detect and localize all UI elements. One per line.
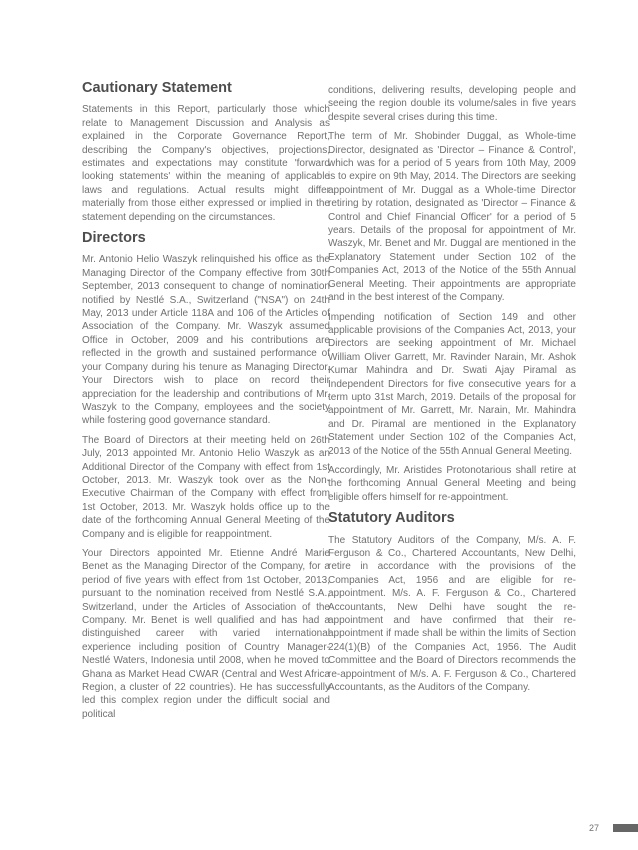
paragraph: Your Directors appointed Mr. Etienne André Marie Benet as the Managing Director of the Company, for a period of five years with effect from 1st October, 2013, pursuant to the nomination received from Nestlé S.A., Switzerland, under the Articles of Association of the Company. Mr. Benet is well qualified and has had a distinguished career with varied international experience including position of Country Manager-Nestlé Waters, Indonesia until 2008, when he moved to Ghana as Market Head CWAR (Central and West Africa Region, a cluster of 22 countries). He has successfully led this complex region under the difficult social and political xyxy=(82,547,330,720)
statutory-auditors-section xyxy=(328,510,576,694)
paragraph: Accordingly, Mr. Aristides Protonotarious shall retire at the forthcoming Annual General Meeting and being eligible offers himself for re-appointment. xyxy=(328,464,576,503)
left-column xyxy=(82,80,330,727)
paragraph: Impending notification of Section 149 and other applicable provisions of the Companies Act, 2013, your Directors are seeking appointment of Mr. Michael William Oliver Garrett, Mr. Ravinder Narain, Mr. Ashok Kumar Mahindra and Dr. Swati Ajay Piramal as Independent Directors for five consecutive years for a term upto 31st March, 2019. Details of the proposal for appointment of Mr. Garrett, Mr. Narain, Mr. Mahindra and Dr. Piramal are mentioned in the Explanatory Statement under Section 102 of the Companies Act, 2013 of the Notice of the 55th Annual General Meeting. xyxy=(328,311,576,457)
cautionary-statement-section xyxy=(82,80,330,224)
page-marker-bar xyxy=(613,824,638,832)
paragraph: The Statutory Auditors of the Company, M/s. A. F. Ferguson & Co., Chartered Accountants, New Delhi, retire in accordance with the provisions of the Companies Act, 1956 and are eligible for re-appointment. M/s. A. F. Ferguson & Co., Chartered Accountants, New Delhi have sought the re-appointment and have confirmed that their re-appointment if made shall be within the limits of Section 224(1)(B) of the Companies Act, 1956. The Audit Committee and the Board of Directors recommends the re-appointment of M/s. A. F. Ferguson & Co., Chartered Accountants, as the Auditors of the Company. xyxy=(328,534,576,694)
directors-section xyxy=(82,230,330,721)
page-number: 27 xyxy=(589,823,600,833)
right-column xyxy=(328,84,576,700)
section-heading: Directors xyxy=(82,230,146,247)
paragraph: The term of Mr. Shobinder Duggal, as Whole-time Director, designated as 'Director – Finance & Control', which was for a period of 5 years from 10th May, 2009 is to expire on 9th May, 2014. The Directors are seeking appointment of Mr. Duggal as a Whole-time Director retiring by rotation, designated as 'Director – Finance & Control and Chief Financial Officer' for a period of 5 years. Details of the proposal for appointment of Mr. Waszyk, Mr. Benet and Mr. Duggal are mentioned in the Explanatory Statement under Section 102 of the Companies Act, 2013 of the Notice of the 55th Annual General Meeting. Their appointments are appropriate and in the best interest of the Company. xyxy=(328,131,576,304)
section-heading: Cautionary Statement xyxy=(82,80,232,96)
paragraph: Mr. Antonio Helio Waszyk relinquished his office as the Managing Director of the Company effective from 30th September, 2013 consequent to change of nomination notified by Nestlé S.A., Switzerland ("NSA") on 24th May, 2013 under Article 118A and 106 of the Articles of Association of the Company. Mr. Waszyk assumed Office in October, 2009 and his contributions are reflected in the growth and sustained performance of your Company during his tenure as Managing Director. Your Directors wish to place on record their appreciation for the leadership and contributions of Mr. Waszyk to the Company, employees and the society while fostering good governance standard. xyxy=(82,254,330,427)
paragraph: The Board of Directors at their meeting held on 26th July, 2013 appointed Mr. Antonio Helio Waszyk as an Additional Director of the Company with effect from 1st October, 2013. Mr. Waszyk took over as the Non-Executive Chairman of the Company with effect from 1st October, 2013. Mr. Waszyk holds office up to the date of the forthcoming Annual General Meeting of the Company and is eligible for reappointment. xyxy=(82,434,330,540)
section-heading: Statutory Auditors xyxy=(328,510,455,527)
paragraph: conditions, delivering results, developing people and seeing the region double its volume/sales in five years despite several crises during this time. xyxy=(328,85,576,123)
paragraph: Statements in this Report, particularly those which relate to Management Discussion and Analysis as explained in the Corporate Governance Report, describing the Company's objectives, projections, estimates and expectations may constitute 'forward looking statements' within the meaning of applicable laws and regulations. Actual results might differ materially from those either expressed or implied in the statement depending on the circumstances. xyxy=(82,104,330,223)
